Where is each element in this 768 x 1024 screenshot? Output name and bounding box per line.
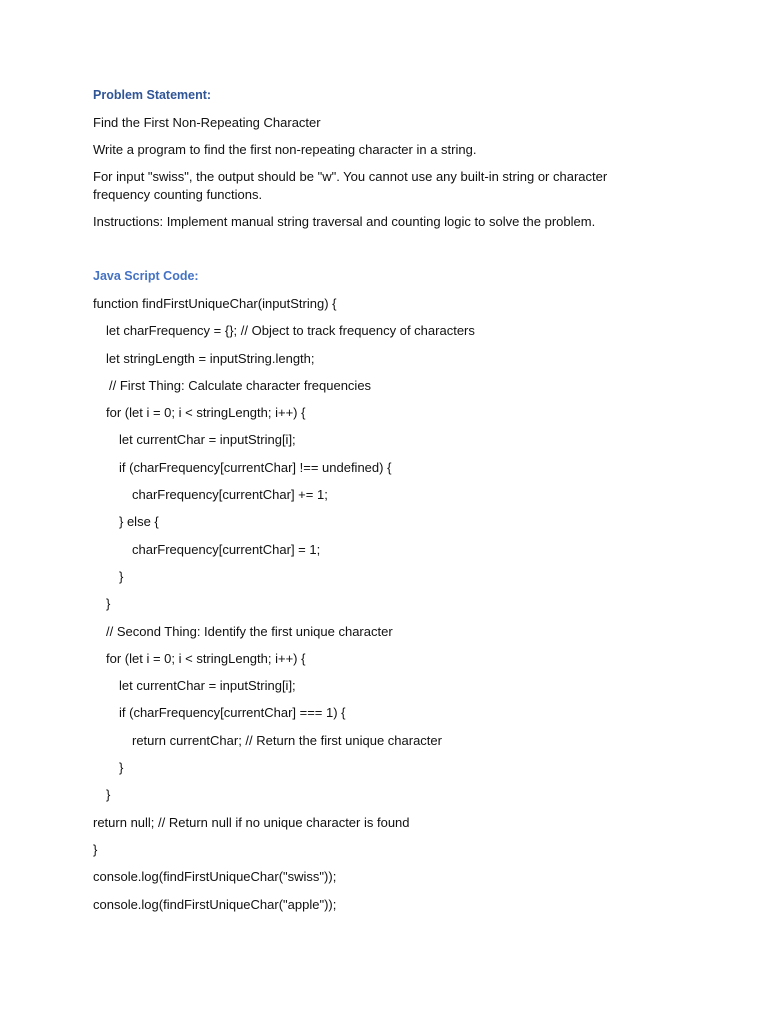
code-line: charFrequency[currentChar] += 1; [132, 487, 328, 503]
code-line: for (let i = 0; i < stringLength; i++) { [106, 650, 306, 666]
problem-title: Find the First Non-Repeating Character [93, 115, 321, 130]
code-line: // Second Thing: Identify the first unique character [106, 623, 393, 639]
code-line: charFrequency[currentChar] = 1; [132, 541, 321, 557]
code-line: return null; // Return null if no unique character is found [93, 814, 410, 830]
problem-example: For input "swiss", the output should be "w". You cannot use any built-in string or character frequency counting functions. [93, 169, 608, 202]
code-line: // First Thing: Calculate character frequencies [109, 377, 372, 393]
problem-statement-heading: Problem Statement: [93, 88, 212, 102]
code-line: function findFirstUniqueChar(inputString) { [93, 296, 337, 311]
code-line: let stringLength = inputString.length; [106, 350, 315, 366]
code-line: let currentChar = inputString[i]; [119, 678, 296, 694]
document-page [93, 86, 653, 923]
code-line: console.log(findFirstUniqueChar("swiss")); [93, 869, 337, 885]
code-line: let currentChar = inputString[i]; [119, 432, 296, 448]
code-line: let charFrequency = {}; // Object to track frequency of characters [106, 323, 475, 339]
code-heading: Java Script Code: [93, 269, 199, 283]
section-spacer [93, 240, 653, 267]
code-line: } [93, 841, 98, 857]
problem-description: Write a program to find the first non-repeating character in a string. [93, 142, 477, 157]
code-line: } [106, 596, 111, 612]
code-line: if (charFrequency[currentChar] === 1) { [119, 705, 346, 721]
code-line: for (let i = 0; i < stringLength; i++) { [106, 405, 306, 421]
code-line: if (charFrequency[currentChar] !== undefined) { [119, 459, 392, 475]
code-line: } [119, 760, 124, 776]
code-line: } else { [119, 514, 159, 530]
problem-instructions: Instructions: Implement manual string traversal and counting logic to solve the problem. [93, 214, 596, 229]
code-block [93, 295, 653, 914]
code-line: return currentChar; // Return the first unique character [132, 732, 442, 748]
code-line: } [106, 787, 111, 803]
code-line: console.log(findFirstUniqueChar("apple")); [93, 896, 337, 912]
code-line: } [119, 568, 124, 584]
